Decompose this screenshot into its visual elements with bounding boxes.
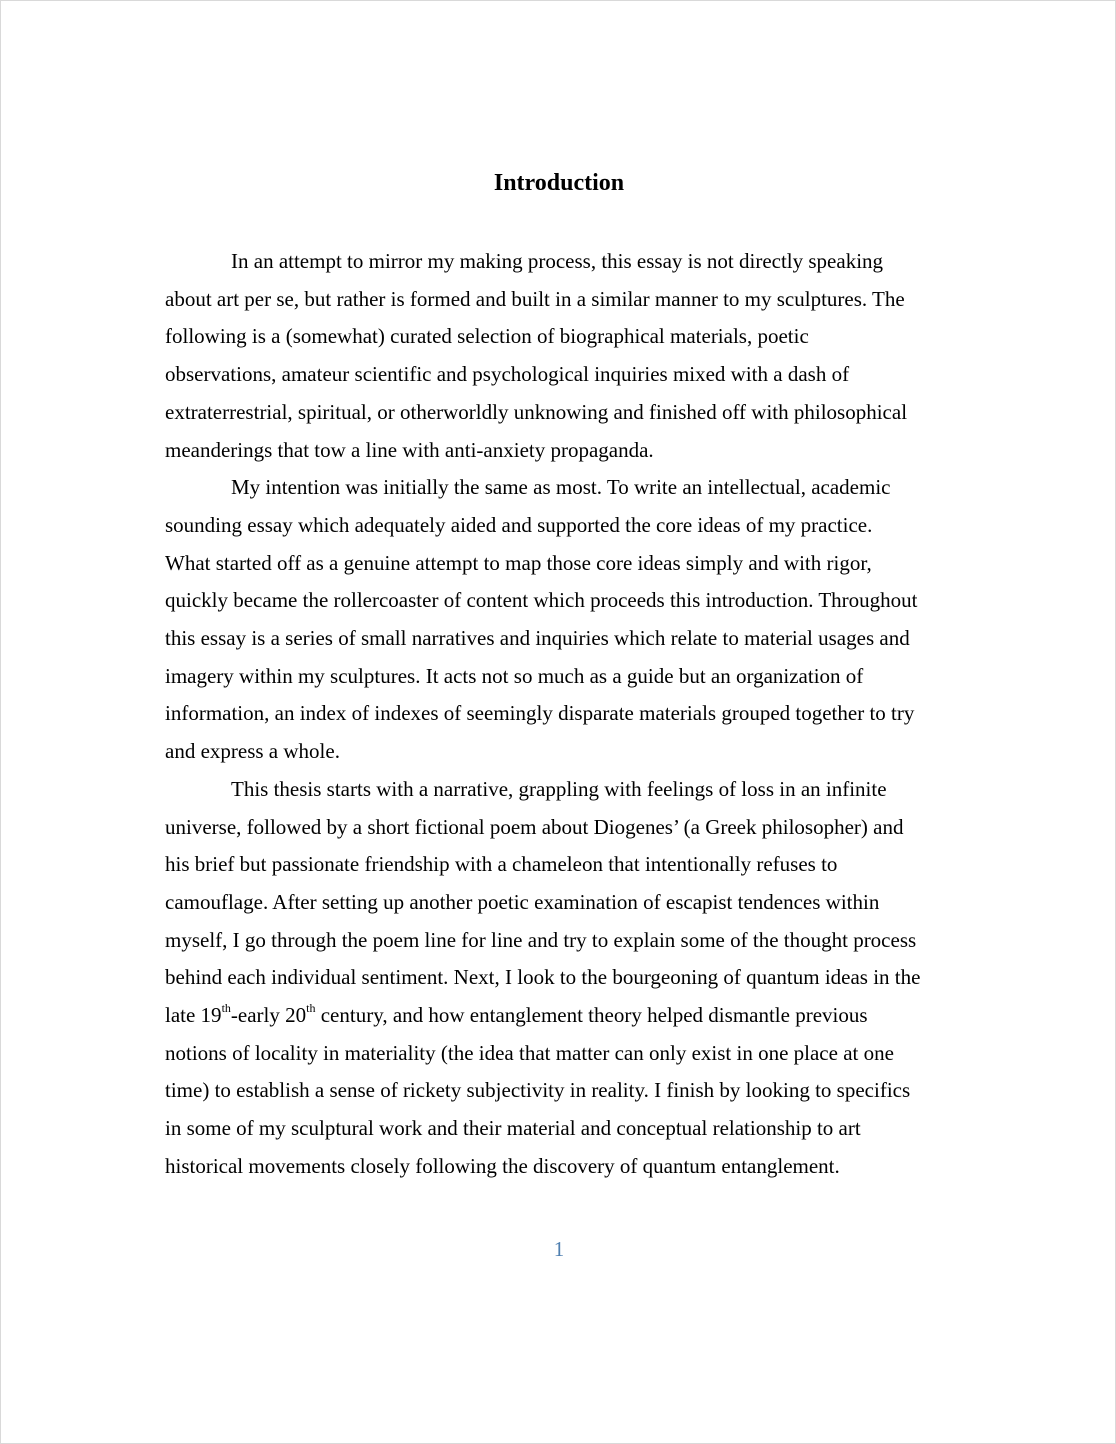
text-line: his brief but passionate friendship with a chameleon that intentionally refuses to <box>165 852 838 877</box>
text-line: and express a whole. <box>165 739 340 764</box>
text-line: myself, I go through the poem line for line and try to explain some of the thought process <box>165 927 917 952</box>
text-line-with-superscripts <box>165 997 965 1035</box>
text-segment: late 19 <box>165 1003 222 1028</box>
text-segment: century, and how entanglement theory helped dismantle previous <box>315 1003 868 1028</box>
text-line: In an attempt to mirror my making process, this essay is not directly speaking <box>231 249 884 273</box>
text-line: time) to establish a sense of rickety subjectivity in reality. I finish by looking to specifics <box>165 1078 911 1103</box>
text-line: imagery within my sculptures. It acts not so much as a guide but an organization of <box>165 663 864 688</box>
text-line: camouflage. After setting up another poetic examination of escapist tendences within <box>165 889 880 914</box>
paragraph-3 <box>165 771 965 1186</box>
ordinal-superscript: th <box>306 1001 316 1016</box>
text-line: following is a (somewhat) curated selection of biographical materials, poetic <box>165 324 809 349</box>
paragraph-2 <box>165 469 965 771</box>
text-line: notions of locality in materiality (the idea that matter can only exist in one place at one <box>165 1040 894 1065</box>
text-line: observations, amateur scientific and psychological inquiries mixed with a dash of <box>165 362 850 387</box>
page-number: 1 <box>553 1237 565 1261</box>
paragraph-1 <box>165 243 965 469</box>
text-line: This thesis starts with a narrative, grappling with feelings of loss in an infinite <box>231 776 887 801</box>
text-line: information, an index of indexes of seemingly disparate materials grouped together to try <box>165 701 915 726</box>
text-line: extraterrestrial, spiritual, or otherworldly unknowing and finished off with philosophical <box>165 399 908 424</box>
text-line: historical movements closely following the discovery of quantum entanglement. <box>165 1153 840 1178</box>
text-line: What started off as a genuine attempt to map those core ideas simply and with rigor, <box>165 550 872 575</box>
page-title: Introduction <box>493 170 625 196</box>
text-line: about art per se, but rather is formed and built in a similar manner to my sculptures. The <box>165 286 905 311</box>
text-line: this essay is a series of small narratives and inquiries which relate to material usages and <box>165 626 910 651</box>
text-line: sounding essay which adequately aided and supported the core ideas of my practice. <box>165 512 873 537</box>
text-line: quickly became the rollercoaster of content which proceeds this introduction. Throughout <box>165 588 918 613</box>
text-line: in some of my sculptural work and their material and conceptual relationship to art <box>165 1116 861 1141</box>
text-line: My intention was initially the same as most. To write an intellectual, academic <box>231 475 891 500</box>
document-body <box>165 243 965 1186</box>
text-line: universe, followed by a short fictional poem about Diogenes’ (a Greek philosopher) and <box>165 814 904 839</box>
ordinal-superscript: th <box>221 1001 231 1016</box>
text-segment: -early 20 <box>230 1003 307 1028</box>
text-line: behind each individual sentiment. Next, I look to the bourgeoning of quantum ideas in the <box>165 965 921 990</box>
text-line: meanderings that tow a line with anti-anxiety propaganda. <box>165 437 654 462</box>
